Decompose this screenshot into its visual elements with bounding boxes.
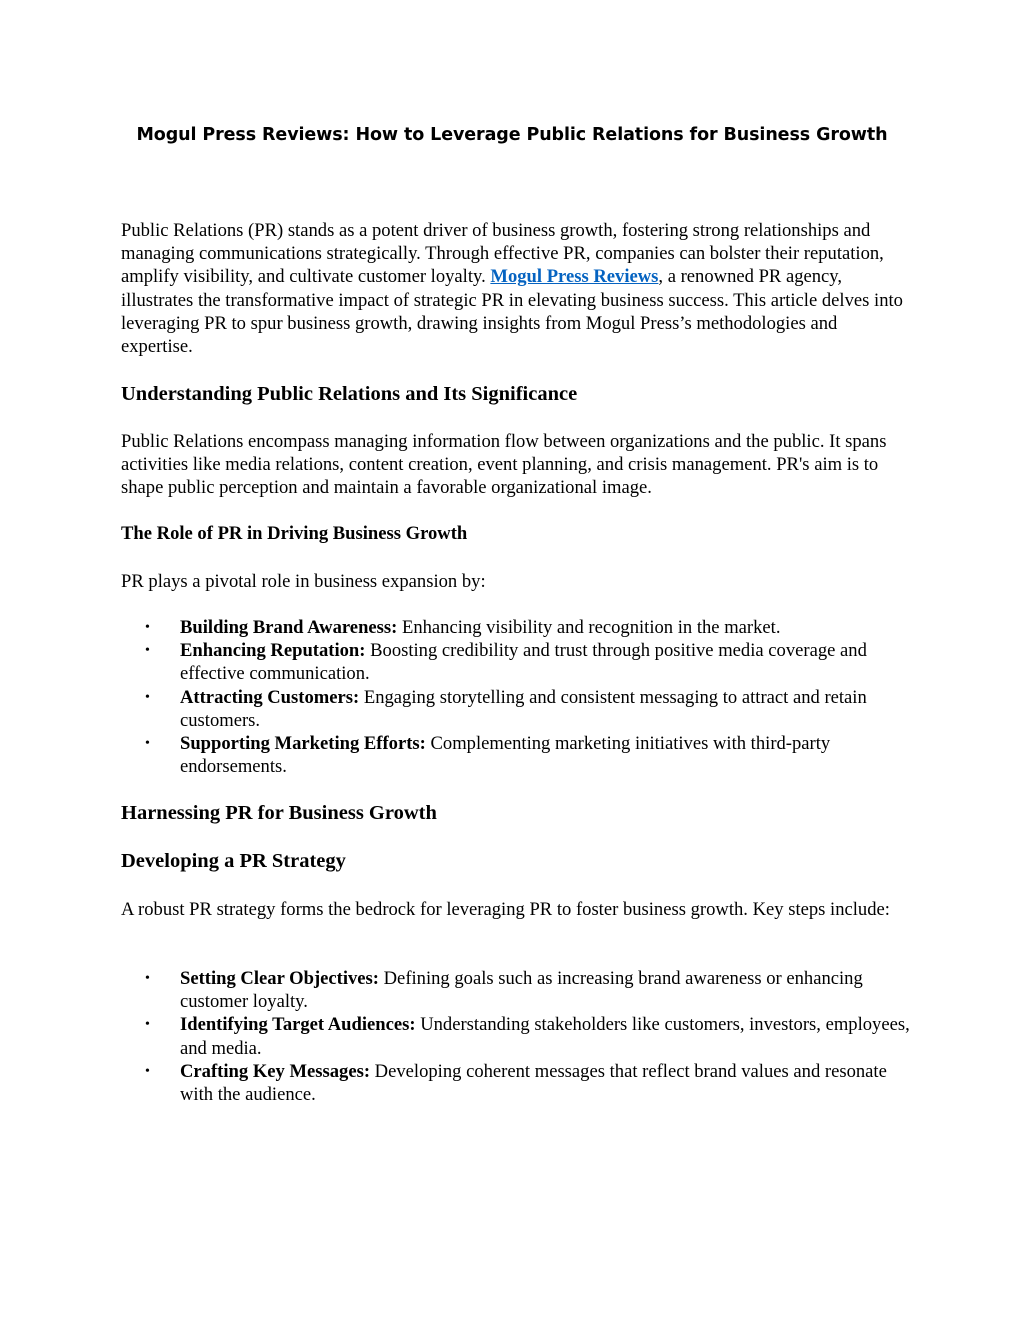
list-item-term: Attracting Customers: xyxy=(180,686,360,708)
developing-strategy-lead: A robust PR strategy forms the bedrock for leveraging PR to foster business growth. Key steps include: xyxy=(121,899,890,920)
subheading-role-of-pr: The Role of PR in Driving Business Growth xyxy=(121,523,468,544)
list-item-text: Engaging storytelling and consistent messaging to attract and retain customers. xyxy=(180,686,867,731)
mogul-press-reviews-link[interactable]: Mogul Press Reviews xyxy=(490,266,659,288)
document-title: Mogul Press Reviews: How to Leverage Public Relations for Business Growth xyxy=(136,125,888,145)
list-item-text: Complementing marketing initiatives with third-party endorsements. xyxy=(180,733,831,778)
bullet-icon: • xyxy=(145,971,150,986)
list-item xyxy=(121,1060,911,1106)
section-heading-developing-strategy: Developing a PR Strategy xyxy=(121,850,346,872)
list-item xyxy=(121,639,911,685)
list-item-text: Defining goals such as increasing brand awareness or enhancing customer loyalty. xyxy=(180,968,863,1013)
list-item xyxy=(121,967,911,1013)
intro-text-after-link: , a renowned PR agency, illustrates the transformative impact of strategic PR in elevating business success. This article delves into leveraging PR to spur business growth, drawing insights from Mogul Press’s methodologies and expertise. xyxy=(121,266,903,358)
bullet-icon: • xyxy=(145,689,150,705)
intro-paragraph xyxy=(121,219,911,358)
section-heading-understanding-pr: Understanding Public Relations and Its Significance xyxy=(121,383,578,405)
list-item-term: Identifying Target Audiences: xyxy=(180,1014,416,1036)
list-item xyxy=(121,1013,911,1059)
section-heading-harnessing-pr: Harnessing PR for Business Growth xyxy=(121,802,437,824)
list-item-text: Developing coherent messages that reflect brand values and resonate with the audience. xyxy=(180,1060,887,1106)
list-item-term: Setting Clear Objectives: xyxy=(180,968,379,989)
bullet-icon: • xyxy=(145,620,150,635)
intro-text-before-link: Public Relations (PR) stands as a potent driver of business growth, fostering strong relationships and managing communications strategically. Through effective PR, companies can bolster their reputation, amplify visibility, and cultivate customer loyalty. xyxy=(121,220,884,288)
list-item xyxy=(121,616,911,639)
role-of-pr-lead: PR plays a pivotal role in business expansion by: xyxy=(121,571,486,592)
bullet-icon: • xyxy=(145,736,150,752)
list-item-text: Boosting credibility and trust through positive media coverage and effective communication. xyxy=(180,640,867,685)
role-of-pr-list xyxy=(121,616,911,778)
list-item-term: Building Brand Awareness: xyxy=(180,617,398,638)
understanding-pr-paragraph: Public Relations encompass managing information flow between organizations and the public. It spans activities like media relations, content creation, event planning, and crisis management. PR's aim is to shape public perception and maintain a favorable organizational image. xyxy=(121,431,887,499)
list-item-text: Understanding stakeholders like customers, investors, employees, and media. xyxy=(180,1014,910,1059)
bullet-icon: • xyxy=(145,643,150,659)
list-item xyxy=(121,732,911,778)
list-item-term: Crafting Key Messages: xyxy=(180,1060,371,1082)
list-item-term: Supporting Marketing Efforts: xyxy=(180,733,426,755)
list-item-text: Enhancing visibility and recognition in the market. xyxy=(397,617,781,638)
developing-strategy-list xyxy=(121,967,911,1106)
bullet-icon: • xyxy=(145,1063,150,1079)
list-item-term: Enhancing Reputation: xyxy=(180,640,366,662)
bullet-icon: • xyxy=(145,1017,150,1033)
list-item xyxy=(121,686,911,732)
